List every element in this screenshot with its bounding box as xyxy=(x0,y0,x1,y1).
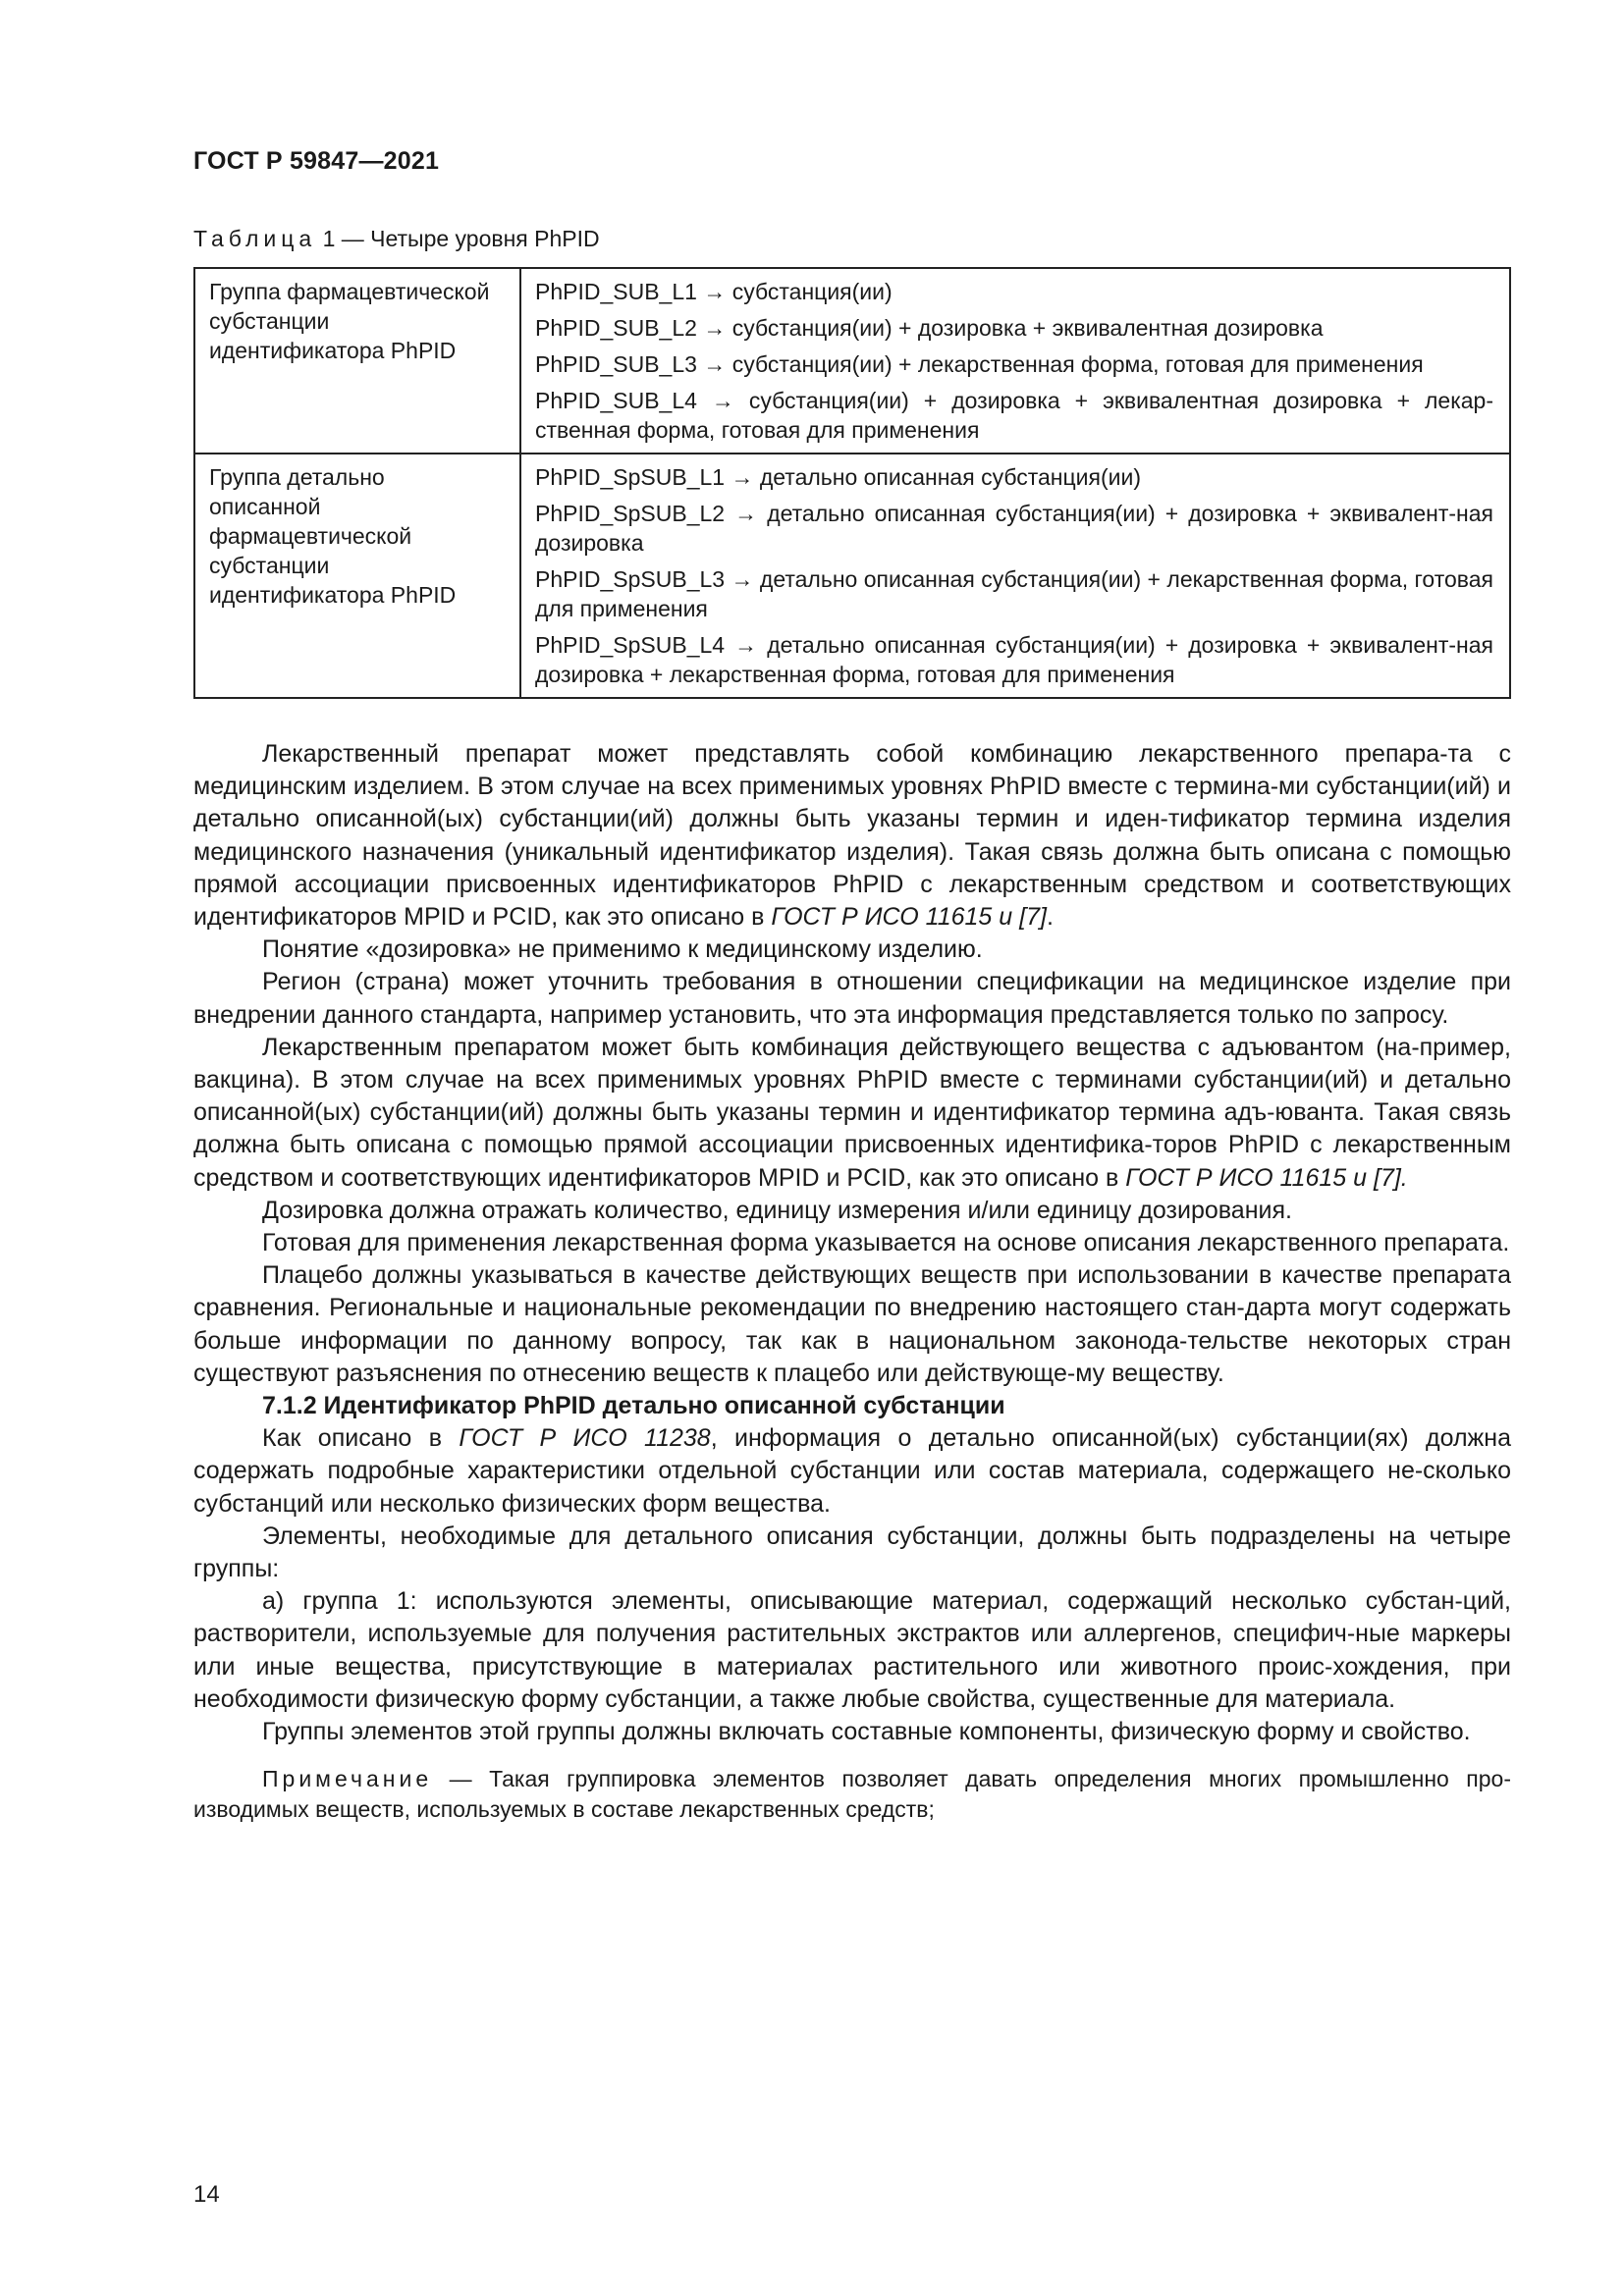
group-cell: Группа детально описанной фармацевтической субстанции идентификатора PhPID xyxy=(194,454,520,698)
group-cell: Группа фармацевтической субстанции идентификатора PhPID xyxy=(194,268,520,454)
page-number: 14 xyxy=(193,2181,220,2208)
paragraph: Понятие «дозировка» не применимо к медицинскому изделию. xyxy=(262,935,983,964)
level-item: PhPID_SUB_L4 → субстанция(ии) + дозировка + эквивалентная дозировка + лекар-ственная форма, готовая для применения xyxy=(535,388,1493,443)
body-text xyxy=(193,738,1511,1825)
note-text: — Такая группировка элементов позволяет давать определения многих промышленно про-изводимых веществ, используемых в составе лекарственных средств; xyxy=(193,1766,1511,1823)
paragraph: Лекарственный препарат может представлять собой комбинацию лекарственного препара-та с медицинским изделием. В этом случае на всех применимых уровнях PhPID вместе с термина-ми субстанции(ий) и детально описанной(ых) субстанции(ий) должны быть указаны термин и иден-тификатор термина изделия медицинского назначения (уникальный идентификатор изделия). Такая связь должна быть описана с помощью прямой ассоциации присвоенных идентификаторов PhPID с лекарственным средством и соответствующих идентификаторов MPID и PCID, как это описано в ГОСТ Р ИСО 11615 и [7]. xyxy=(193,740,1511,932)
document-header: ГОСТ Р 59847—2021 xyxy=(193,147,440,175)
level-item: PhPID_SUB_L3 → субстанция(ии) + лекарственная форма, готовая для применения xyxy=(535,351,1424,377)
note xyxy=(193,1764,1511,1825)
table-caption xyxy=(193,226,600,252)
list-item: а) группа 1: используются элементы, описывающие материал, содержащий несколько субстан-ций, растворители, используемые для получения растительных экстрактов или аллергенов, специфич-ные маркеры или иные вещества, присутствующие в материалах растительного или животного проис-хождения, при необходимости физическую форму субстанции, а также любые свойства, существенные для материала. xyxy=(193,1587,1511,1713)
level-item: PhPID_SpSUB_L3 → детально описанная субстанция(ии) + лекарственная форма, готовая для применения xyxy=(535,566,1493,621)
levels-cell xyxy=(520,454,1510,698)
table-row xyxy=(194,268,1510,454)
paragraph: Плацебо должны указываться в качестве действующих веществ при использовании в качестве препарата сравнения. Региональные и национальные рекомендации по внедрению настоящего стан-дарта могут содержать больше информации по данному вопросу, так как в национальном законода-тельстве некоторых стран существуют разъяснения по отнесению веществ к плацебо или действующе-му веществу. xyxy=(193,1261,1511,1387)
level-item: PhPID_SpSUB_L2 → детально описанная субстанция(ии) + дозировка + эквивалент-ная дозировка xyxy=(535,501,1493,556)
paragraph: Дозировка должна отражать количество, единицу измерения и/или единицу дозирования. xyxy=(262,1196,1292,1224)
level-item: PhPID_SpSUB_L1 → детально описанная субстанция(ии) xyxy=(535,464,1142,490)
paragraph: Группы элементов этой группы должны включать составные компоненты, физическую форму и свойство. xyxy=(262,1718,1471,1746)
reference: ГОСТ Р ИСО 11615 и [7]. xyxy=(1125,1163,1408,1192)
level-item: PhPID_SUB_L2 → субстанция(ии) + дозировка + эквивалентная дозировка xyxy=(535,315,1324,341)
paragraph: Готовая для применения лекарственная форма указывается на основе описания лекарственного препарата. xyxy=(262,1229,1510,1257)
table-row xyxy=(194,454,1510,698)
note-label: Примечание xyxy=(262,1766,433,1792)
section-heading: 7.1.2 Идентификатор PhPID детально описанной субстанции xyxy=(262,1392,1005,1420)
reference: ГОСТ Р ИСО 11615 и [7] xyxy=(771,903,1047,932)
paragraph: Лекарственным препаратом может быть комбинация действующего вещества с адъювантом (на-пример, вакцина). В этом случае на всех применимых уровнях PhPID вместе с терминами субстанции(ий) и детально описанной(ых) субстанции(ий) должны быть указаны термин и идентификатор термина адъ-юванта. Такая связь должна быть описана с помощью прямой ассоциации присвоенных идентифика-торов PhPID с лекарственным средством и соответствующих идентификаторов MPID и PCID, как это описано в ГОСТ Р ИСО 11615 и [7]. xyxy=(193,1033,1511,1192)
reference: ГОСТ Р ИСО 11238 xyxy=(459,1424,711,1453)
paragraph: Регион (страна) может уточнить требования в отношении спецификации на медицинское изделие при внедрении данного стандарта, например установить, что эта информация представляется только по запросу. xyxy=(193,968,1511,1029)
table-caption-text: 1 — Четыре уровня PhPID xyxy=(316,226,600,251)
paragraph: Как описано в ГОСТ Р ИСО 11238, информация о детально описанной(ых) субстанции(ях) должна содержать подробные характеристики отдельной субстанции или состав материала, содержащего не-сколько субстанций или несколько физических форм вещества. xyxy=(193,1424,1511,1518)
table-caption-label: Таблица xyxy=(193,226,317,251)
phpid-levels-table xyxy=(193,267,1511,699)
paragraph: Элементы, необходимые для детального описания субстанции, должны быть подразделены на четыре группы: xyxy=(193,1522,1511,1583)
levels-cell xyxy=(520,268,1510,454)
level-item: PhPID_SpSUB_L4 → детально описанная субстанция(ии) + дозировка + эквивалент-ная дозировка + лекарственная форма, готовая для применения xyxy=(535,632,1493,687)
level-item: PhPID_SUB_L1 → субстанция(ии) xyxy=(535,279,893,304)
